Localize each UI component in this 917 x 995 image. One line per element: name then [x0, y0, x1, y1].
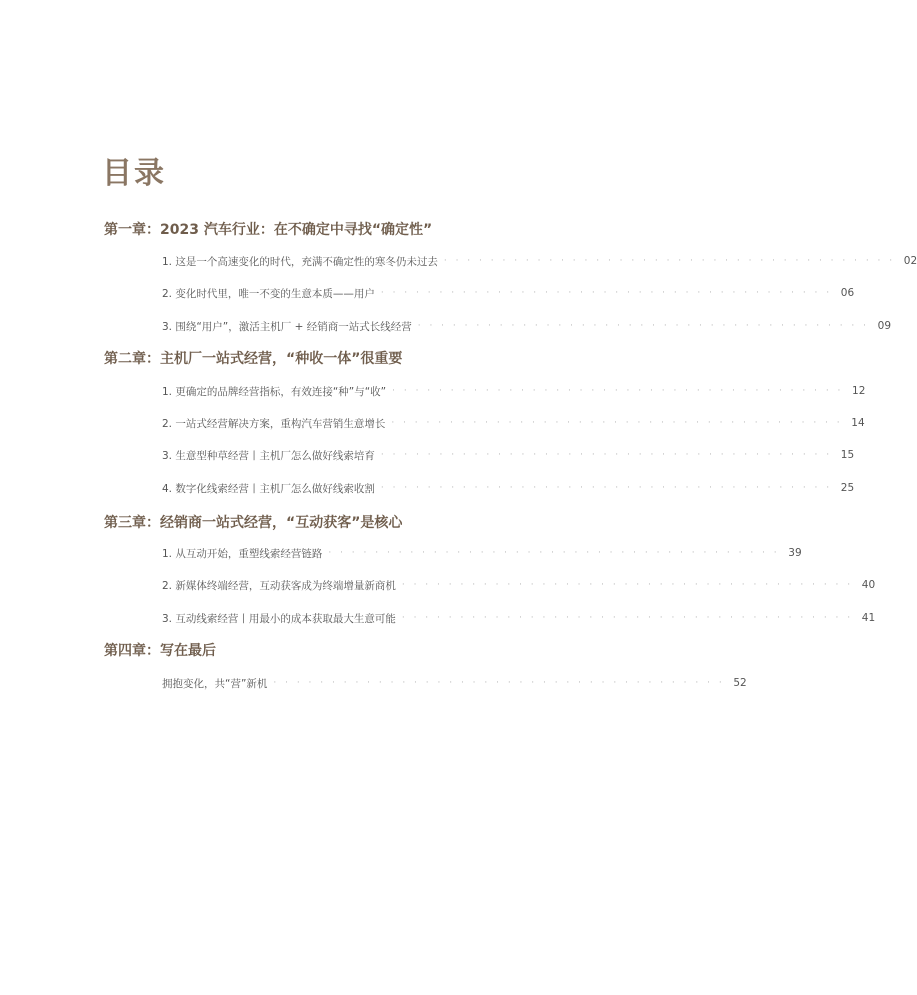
toc-entry-text: 2. 新媒体终端经营，互动获客成为终端增量新商机	[162, 579, 396, 592]
dot-leader: · · · · · · · · · · · · · · · · · · · · · · · · · · · · · · · · · · · · · · ·	[380, 483, 833, 493]
toc-entry-4-1[interactable]	[162, 675, 747, 691]
toc-entry-text: 2. 变化时代里，唯一不变的生意本质——用户	[162, 287, 375, 300]
dot-leader: · · · · · · · · · · · · · · · · · · · · · · · · · · · · · · · · · · · · · · ·	[328, 548, 780, 558]
toc-entry-text: 4. 数字化线索经营丨主机厂怎么做好线索收割	[162, 482, 375, 495]
toc-entry-text: 2. 一站式经营解决方案，重构汽车营销生意增长	[162, 417, 386, 430]
page-number: 40	[861, 579, 876, 591]
toc-entry-2-1[interactable]	[162, 383, 866, 399]
chapter-4-title[interactable]: 第四章：写在最后	[104, 643, 216, 659]
dot-leader: · · · · · · · · · · · · · · · · · · · · · · · · · · · · · · · · · · · · · · ·	[391, 418, 843, 428]
toc-entry-1-2[interactable]	[162, 285, 855, 301]
toc-entry-text: 1. 这是一个高速变化的时代，充满不确定性的寒冬仍未过去	[162, 255, 438, 268]
page-number: 09	[877, 320, 892, 332]
dot-leader: · · · · · · · · · · · · · · · · · · · · · · · · · · · · · · · · · · · · · · ·	[401, 613, 854, 623]
dot-leader: · · · · · · · · · · · · · · · · · · · · · · · · · · · · · · · · · · · · · · ·	[417, 321, 870, 331]
page-number: 39	[788, 547, 802, 559]
page-number: 15	[840, 449, 855, 461]
toc-entry-3-2[interactable]	[162, 577, 876, 593]
toc-entry-3-3[interactable]	[162, 610, 876, 626]
dot-leader: · · · · · · · · · · · · · · · · · · · · · · · · · · · · · · · · · · · · · · ·	[273, 678, 725, 688]
chapter-1-title[interactable]: 第一章：2023 汽车行业：在不确定中寻找“确定性”	[104, 222, 433, 238]
toc-entry-2-3[interactable]	[162, 447, 855, 463]
toc-entry-2-4[interactable]	[162, 480, 855, 496]
chapter-2-title[interactable]: 第二章：主机厂一站式经营，“种收一体”很重要	[104, 351, 403, 367]
toc-entry-1-1[interactable]	[162, 253, 917, 269]
toc-entry-2-2[interactable]	[162, 415, 865, 431]
page-number: 06	[840, 287, 855, 299]
dot-leader: · · · · · · · · · · · · · · · · · · · · · · · · · · · · · · · · · · · · · · ·	[443, 256, 896, 266]
toc-entry-text: 拥抱变化，共“营”新机	[162, 677, 268, 690]
toc-entry-text: 3. 围绕“用户”，激活主机厂 + 经销商一站式长线经营	[162, 320, 412, 333]
page-number: 52	[733, 677, 747, 689]
toc-entry-3-1[interactable]	[162, 545, 802, 561]
page-number: 25	[840, 482, 855, 494]
dot-leader: · · · · · · · · · · · · · · · · · · · · · · · · · · · · · · · · · · · · · · ·	[401, 580, 854, 590]
dot-leader: · · · · · · · · · · · · · · · · · · · · · · · · · · · · · · · · · · · · · · ·	[380, 450, 833, 460]
page-number: 41	[861, 612, 876, 624]
page-number: 02	[903, 255, 917, 267]
page-number: 12	[852, 385, 866, 397]
dot-leader: · · · · · · · · · · · · · · · · · · · · · · · · · · · · · · · · · · · · · · ·	[380, 288, 833, 298]
toc-entry-text: 1. 从互动开始，重塑线索经营链路	[162, 547, 323, 560]
toc-title: 目录	[102, 156, 166, 191]
toc-entry-text: 1. 更确定的品牌经营指标，有效连接“种”与“收”	[162, 385, 387, 398]
toc-entry-text: 3. 生意型种草经营丨主机厂怎么做好线索培育	[162, 449, 375, 462]
chapter-3-title[interactable]: 第三章：经销商一站式经营，“互动获客”是核心	[104, 515, 403, 531]
toc-entry-1-3[interactable]	[162, 318, 892, 334]
toc-entry-text: 3. 互动线索经营丨用最小的成本获取最大生意可能	[162, 612, 396, 625]
dot-leader: · · · · · · · · · · · · · · · · · · · · · · · · · · · · · · · · · · · · · · ·	[392, 386, 844, 396]
page-number: 14	[851, 417, 865, 429]
